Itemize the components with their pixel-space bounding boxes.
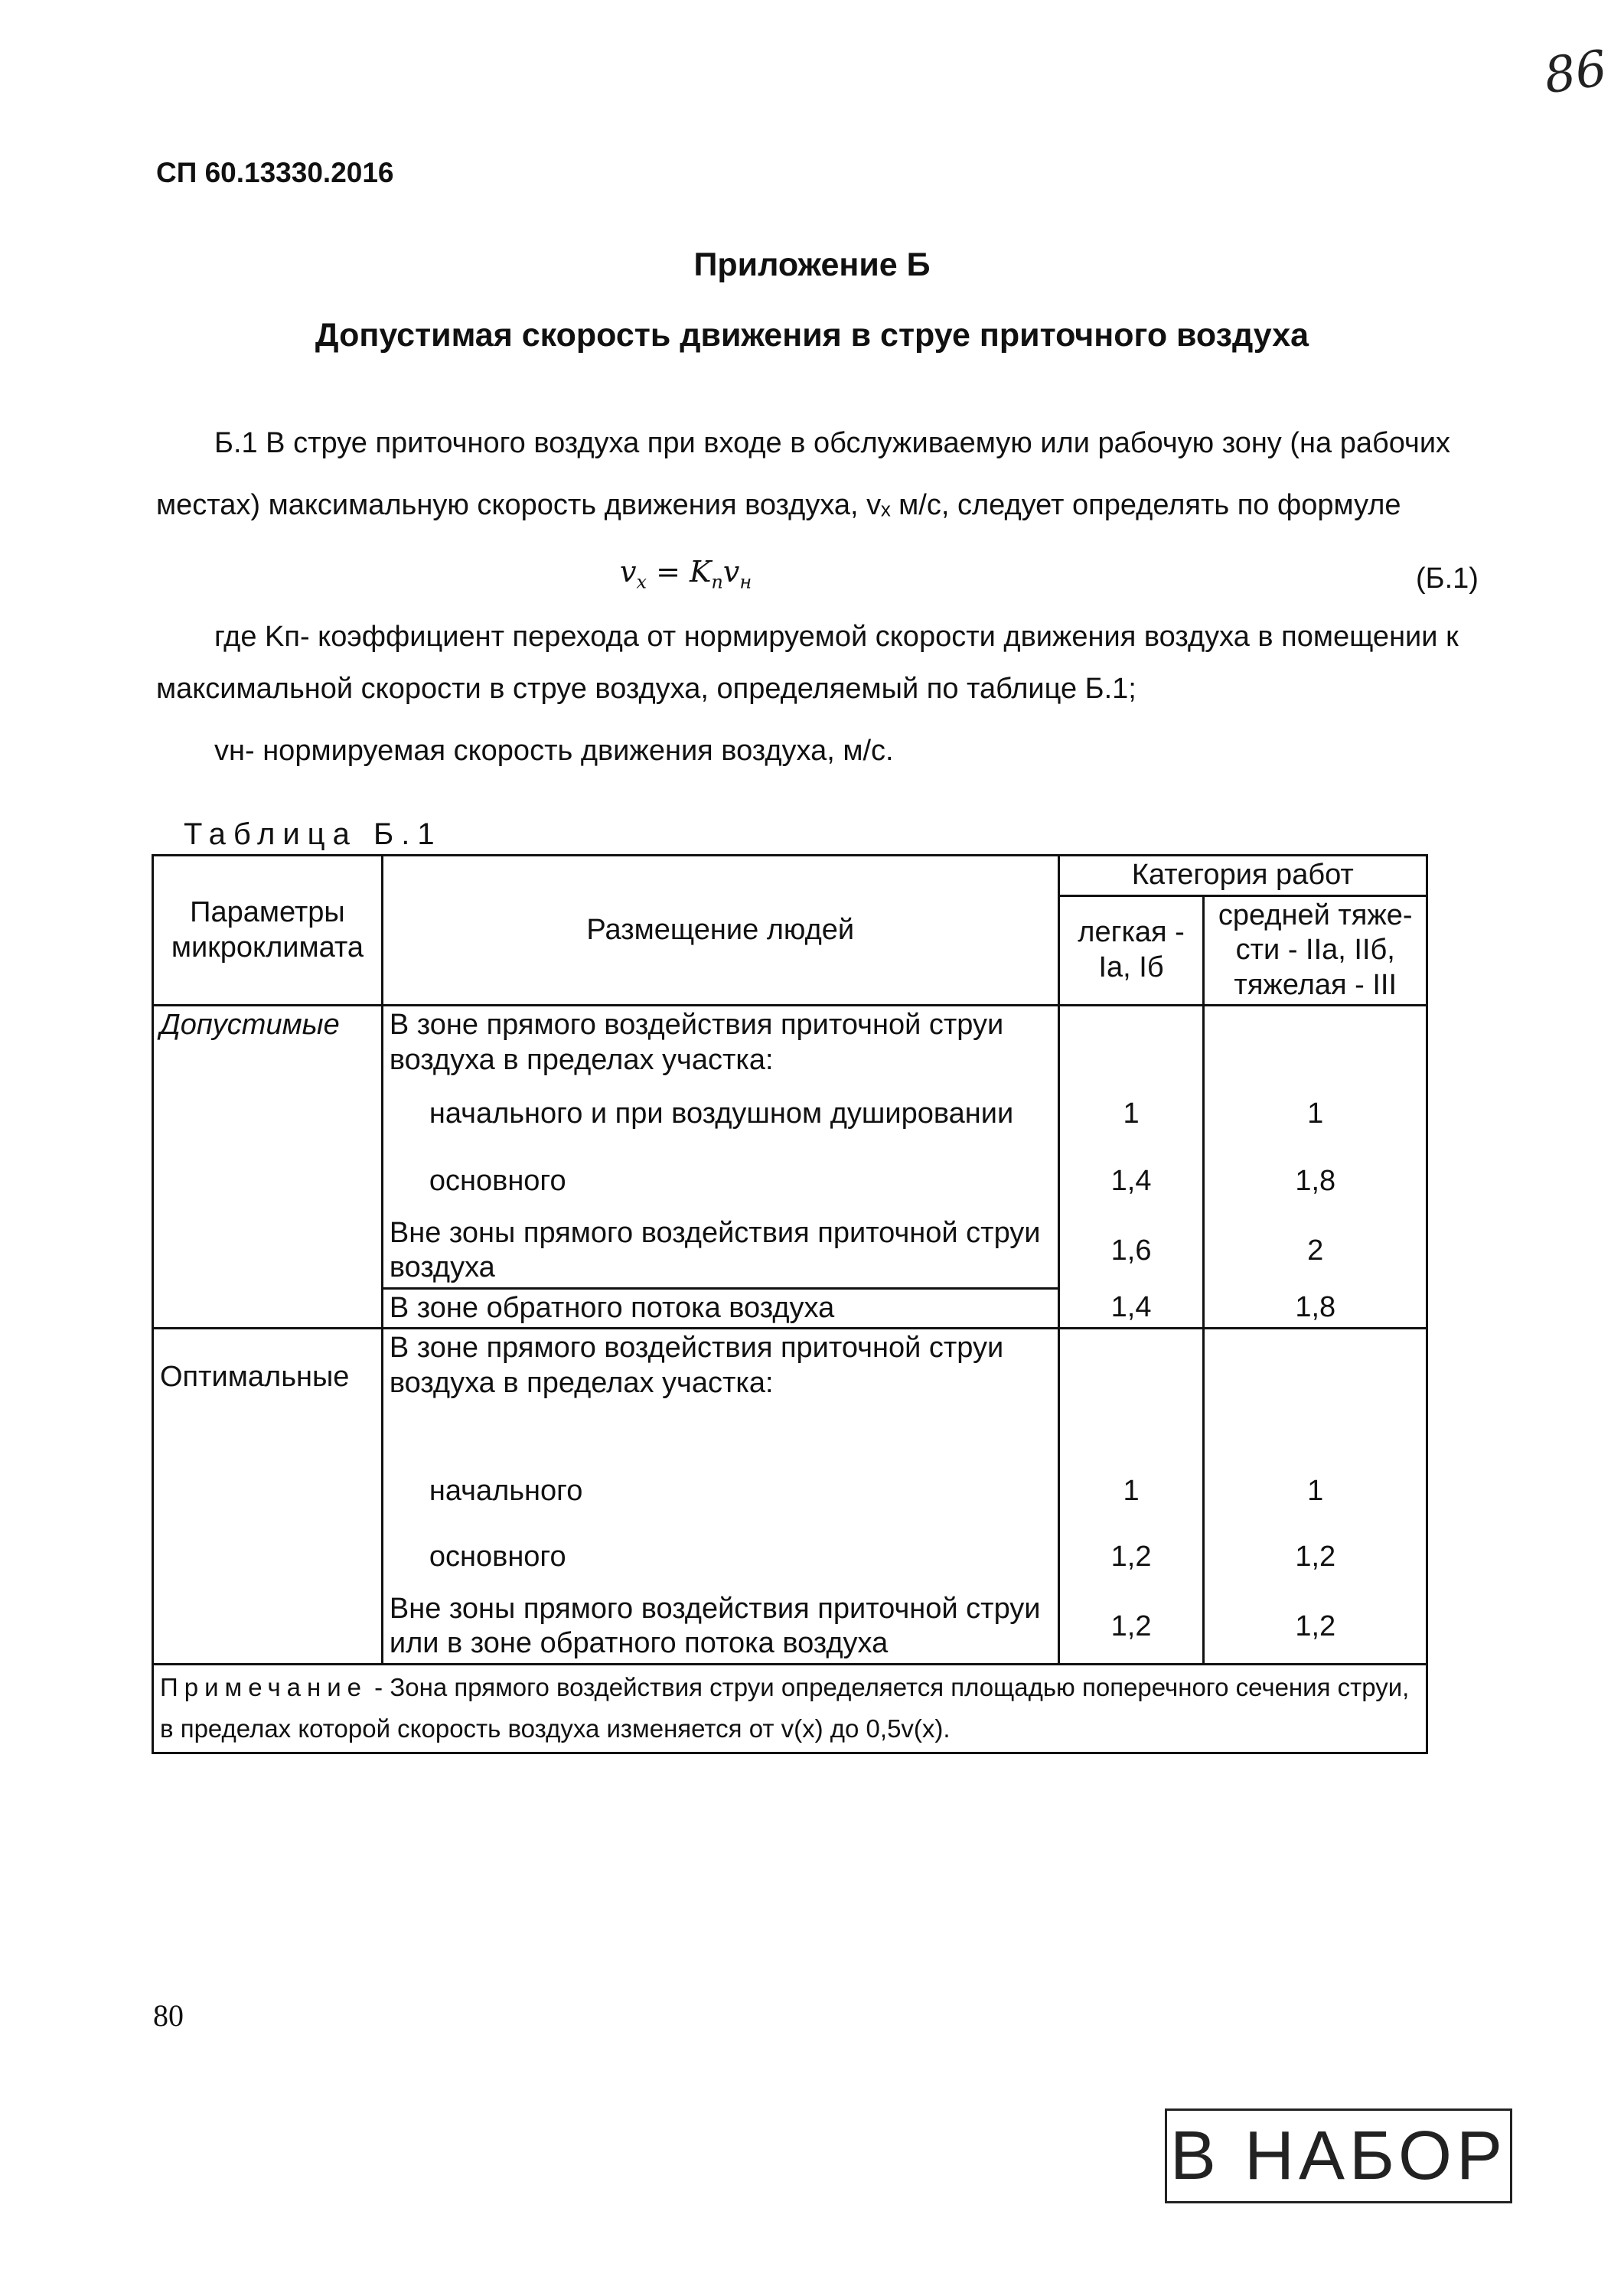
table-cell-value: 1,2 [1058, 1590, 1204, 1665]
table-cell-value: 1 [1204, 1459, 1427, 1525]
formula-k-sub: п [711, 571, 723, 593]
table-cell-value: 2 [1204, 1215, 1427, 1289]
table-row-text: начального [382, 1459, 1058, 1525]
handwritten-page-number: 86 [1541, 40, 1611, 106]
table-cell-value: 1 [1204, 1080, 1427, 1149]
table-row-text: В зоне обратного потока воздуха [382, 1288, 1058, 1329]
where-line-1: где Kп- коэффициент перехода от нормируемой скорости движения воздуха в помещении к [214, 621, 1459, 653]
table-note [153, 1665, 1427, 1753]
page-number: 80 [153, 1998, 184, 2033]
formula-lhs-sub: x [636, 571, 647, 593]
table-row-text: В зоне прямого воздействия приточной струи воздуха в пределах участка: [382, 1329, 1058, 1459]
table-cell-value: 1,4 [1058, 1149, 1204, 1215]
table-cell-value: 1,8 [1204, 1149, 1427, 1215]
where-line-2: максимальной скорости в струе воздуха, определяемый по таблице Б.1; [156, 673, 1136, 705]
table-cell-value: 1,2 [1204, 1590, 1427, 1665]
header-placement: Размещение людей [382, 856, 1058, 1006]
table-cell-value: 1,4 [1058, 1288, 1204, 1329]
table-row-text: начального и при воздушном душировании [382, 1080, 1058, 1149]
table-cell-value: 1,8 [1204, 1288, 1427, 1329]
formula-lhs: v [620, 555, 637, 589]
formula-v: v [722, 555, 740, 589]
stamp: В НАБОР [1165, 2108, 1512, 2203]
header-params: Параметры микроклимата [153, 856, 383, 1006]
formula-number: (Б.1) [1416, 563, 1479, 595]
table-caption: Таблица Б.1 [184, 817, 442, 851]
header-light: легкая - Iа, Iб [1058, 895, 1204, 1006]
formula-v-sub: н [739, 571, 752, 593]
table-row-text: Вне зоны прямого воздействия приточной струи воздуха [382, 1215, 1058, 1289]
note-label: Примечание [160, 1673, 368, 1702]
group-optimal: Оптимальные [153, 1329, 383, 1665]
table-row-text: основного [382, 1149, 1058, 1215]
table-cell-value: 1 [1058, 1459, 1204, 1525]
table-cell-value: 1,2 [1058, 1525, 1204, 1590]
formula-k: K [690, 555, 712, 589]
table-cell-value: 1,2 [1204, 1525, 1427, 1590]
document-id: СП 60.13330.2016 [156, 157, 394, 188]
formula-eq: = [647, 555, 690, 589]
note-text: - Зона прямого воздействия струи определяется площадью поперечного сечения струи, в пределах которой скорость воздуха изменяется от v(x) до 0,5v(x). [160, 1673, 1410, 1743]
table-cell-value: 1 [1058, 1080, 1204, 1149]
formula [620, 555, 752, 593]
group-allowed: Допустимые [153, 1006, 383, 1329]
appendix-title: Допустимая скорость движения в струе приточного воздуха [315, 317, 1309, 354]
table-row-text: основного [382, 1525, 1058, 1590]
table-row-text: В зоне прямого воздействия приточной струи воздуха в пределах участка: [382, 1006, 1058, 1080]
appendix-heading: Приложение Б [693, 246, 931, 283]
table-row-text: Вне зоны прямого воздействия приточной струи или в зоне обратного потока воздуха [382, 1590, 1058, 1665]
where-line-3: vн- нормируемая скорость движения воздуха, м/с. [214, 735, 894, 767]
header-medium-heavy: средней тяже-сти - IIа, IIб, тяжелая - III [1204, 895, 1427, 1006]
header-category: Категория работ [1058, 856, 1427, 896]
table-cell-value: 1,6 [1058, 1215, 1204, 1289]
paragraph-line-2: местах) максимальную скорость движения воздуха, vₓ м/с, следует определять по формуле [156, 489, 1401, 521]
paragraph-line-1: Б.1 В струе приточного воздуха при входе в обслуживаемую или рабочую зону (на рабочих [214, 427, 1451, 459]
coefficient-table [152, 854, 1428, 1754]
